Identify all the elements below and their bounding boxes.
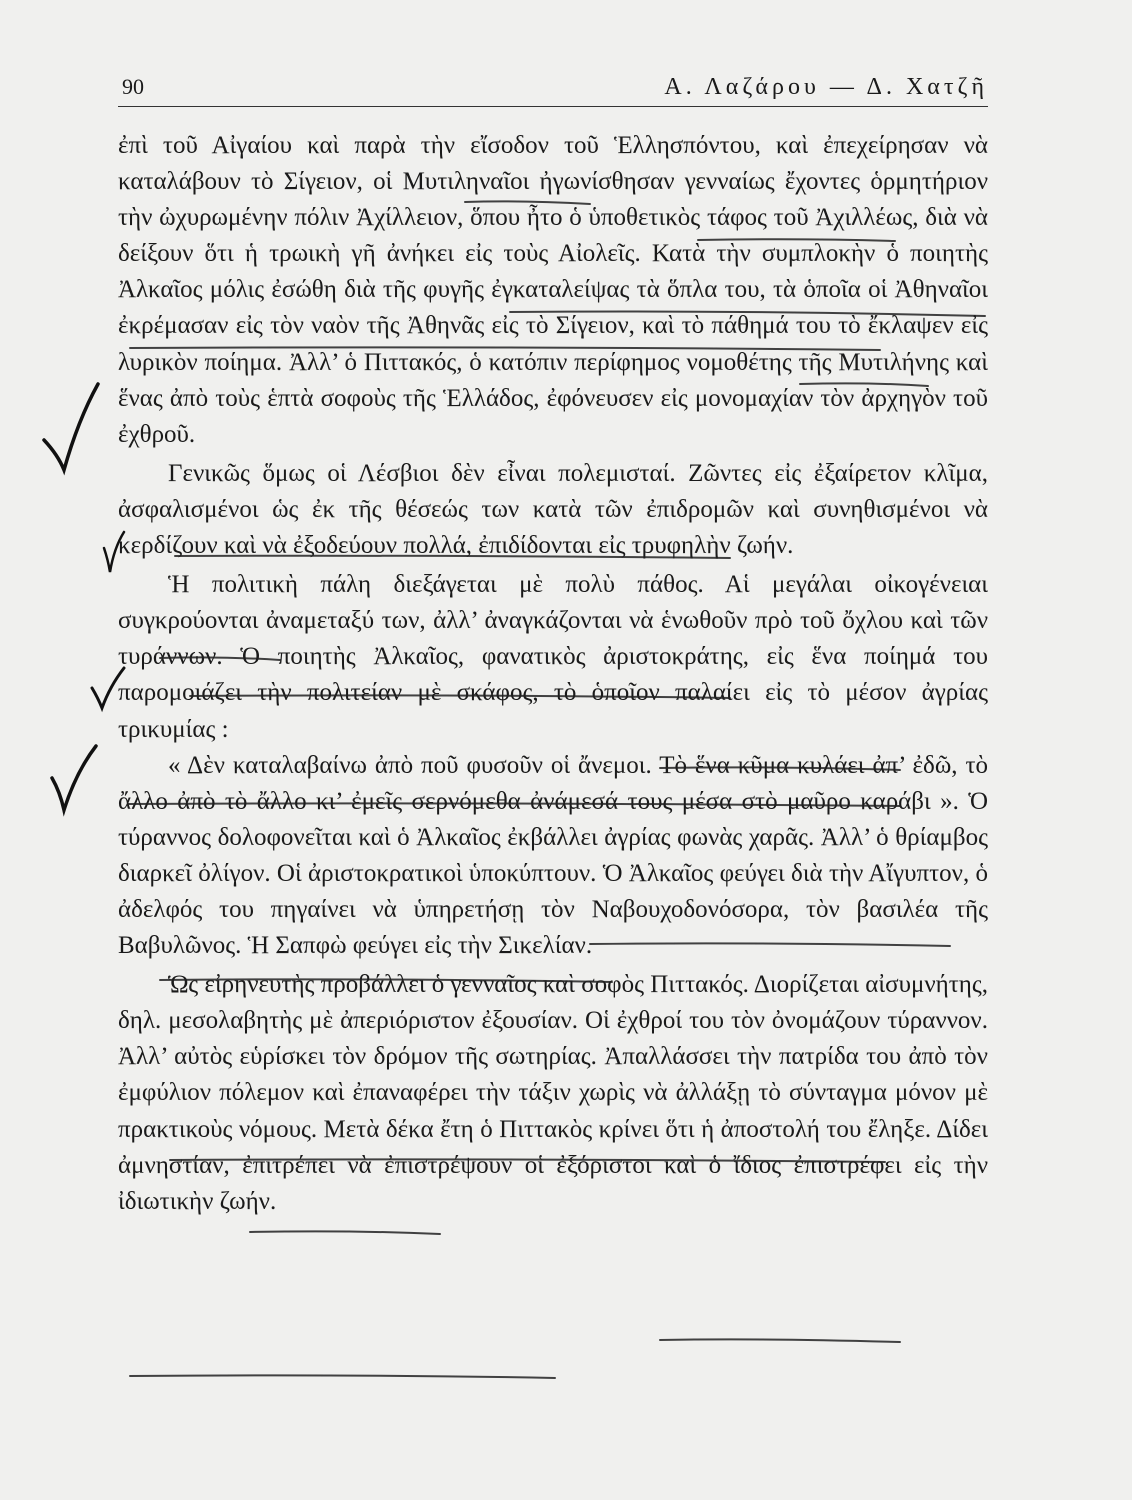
page-number: 90 xyxy=(122,74,144,99)
paragraph-3: Ἡ πολιτικὴ πάλη διεξάγεται μὲ πολὺ πάθος. Αἱ μεγάλαι οἰκογένειαι συγκρούονται ἀναμεταξύ των, ἀλλ’ ἀναγκάζονται νὰ ἑνωθοῦν πρὸ τοῦ ὄχλου καὶ τῶν τυράννων. Ὁ ποιητὴς Ἀλκαῖος, φανατικὸς ἀριστοκράτης, εἰς ἕνα ποίημά του παρομοιάζει τὴν πολιτείαν μὲ σκάφος, τὸ ὁποῖον παλαίει εἰς τὸ μέσον ἀγρίας τρικυμίας : xyxy=(118,571,988,743)
running-head xyxy=(118,72,988,107)
body-text xyxy=(118,128,988,1220)
running-title: Α. Λαζάρου — Δ. Χατζῆ xyxy=(664,74,988,100)
paragraph-2: Γενικῶς ὅμως οἱ Λέσβιοι δὲν εἶναι πολεμισταί. Ζῶντες εἰς ἐξαίρετον κλῖμα, ἀσφαλισμένοι ὡς ἐκ τῆς θέσεώς των κατὰ τῶν ἐπιδρομῶν καὶ συνηθισμένοι νὰ κερδίζουν καὶ νὰ ἐξοδεύουν πολλά, ἐπιδίδονται εἰς τρυφηλὴν ζωήν. xyxy=(118,459,988,560)
paragraph-1: ἐπὶ τοῦ Αἰγαίου καὶ παρὰ τὴν εἴσοδον τοῦ Ἑλλησπόντου, καὶ ἐπεχείρησαν νὰ καταλάβουν τὸ Σίγειον, οἱ Μυτιληναῖοι ἠγωνίσθησαν γενναίως ἔχοντες ὁρμητήριον τὴν ὠχυρωμένην πόλιν Ἀχίλλειον, ὅπου ἦτο ὁ ὑποθετικὸς τάφος τοῦ Ἀχιλλέως, διὰ νὰ δείξουν ὅτι ἡ τρωικὴ γῆ ἀνήκει εἰς τοὺς Αἰολεῖς. Κατὰ τὴν συμπλοκὴν ὁ ποιητὴς Ἀλκαῖος μόλις ἐσώθη διὰ τῆς φυγῆς ἐγκαταλείψας τὰ ὅπλα του, τὰ ὁποῖα οἱ Ἀθηναῖοι ἐκρέμασαν εἰς τὸν ναὸν τῆς Ἀθηνᾶς εἰς τὸ Σίγειον, καὶ τὸ πάθημά του τὸ ἔκλαψεν εἰς λυρικὸν ποίημα. Ἀλλ’ ὁ Πιττακός, ὁ κατόπιν περίφημος νομοθέτης τῆς Μυτιλήνης καὶ ἕνας ἀπὸ τοὺς ἑπτὰ σοφοὺς τῆς Ἑλλάδος, ἐφόνευσεν εἰς μονομαχίαν τὸν ἀρχηγὸν τοῦ ἐχθροῦ. xyxy=(118,132,988,448)
pencil-underline xyxy=(130,1375,555,1378)
quote-paragraph: « Δὲν καταλαβαίνω ἀπὸ ποῦ φυσοῦν οἱ ἄνεμοι. Τὸ ἕνα κῦμα κυλάει ἀπ’ ἐδῶ, τὸ ἄλλο ἀπὸ τὸ ἄλλο κι’ ἐμεῖς σερνόμεθα ἀνάμεσά τους μέσα στὸ μαῦρο καράβι ». Ὁ τύραννος δολοφονεῖται καὶ ὁ Ἀλκαῖος ἐκβάλλει ἀγρίας φωνὰς χαρᾶς. Ἀλλ’ ὁ θρίαμβος διαρκεῖ ὀλίγον. Οἱ ἀριστοκρατικοὶ ὑποκύπτουν. Ὁ Ἀλκαῖος φεύγει διὰ τὴν Αἴγυπτον, ὁ ἀδελφός του πηγαίνει νὰ ὑπηρετήσῃ τὸν Ναβουχοδονόσορα, τὸν βασιλέα τῆς Βαβυλῶνος. Ἡ Σαπφὼ φεύγει εἰς τὴν Σικελίαν. xyxy=(118,751,988,960)
pencil-underline xyxy=(250,1231,440,1234)
pencil-underline xyxy=(660,1339,900,1342)
check-mark-icon xyxy=(52,746,96,810)
paragraph-5: Ὡς εἰρηνευτὴς προβάλλει ὁ γενναῖος καὶ σοφὸς Πιττακός. Διορίζεται αἰσυμνήτης, δηλ. μεσολαβητὴς μὲ ἀπεριόριστον ἐξουσίαν. Οἱ ἐχθροί του τὸν ὀνομάζουν τύραννον. Ἀλλ’ αὐτὸς εὑρίσκει τὸν δρόμον τῆς σωτηρίας. Ἀπαλλάσσει τὴν πατρίδα του ἀπὸ τὸν ἐμφύλιον πόλεμον καὶ ἐπαναφέρει τὴν τάξιν χωρὶς νὰ ἀλλάξῃ τὸ σύνταγμα μόνον μὲ πρακτικοὺς νόμους. Μετὰ δέκα ἔτη ὁ Πιττακὸς κρίνει ὅτι ἡ ἀποστολή του ἔληξε. Δίδει ἀμνηστίαν, ἐπιτρέπει νὰ ἐπιστρέψουν οἱ ἐξόριστοι καὶ ὁ ἴδιος ἐπιστρέφει εἰς τὴν ἰδιωτικὴν ζωήν. xyxy=(118,971,989,1215)
check-mark-icon xyxy=(44,384,98,470)
